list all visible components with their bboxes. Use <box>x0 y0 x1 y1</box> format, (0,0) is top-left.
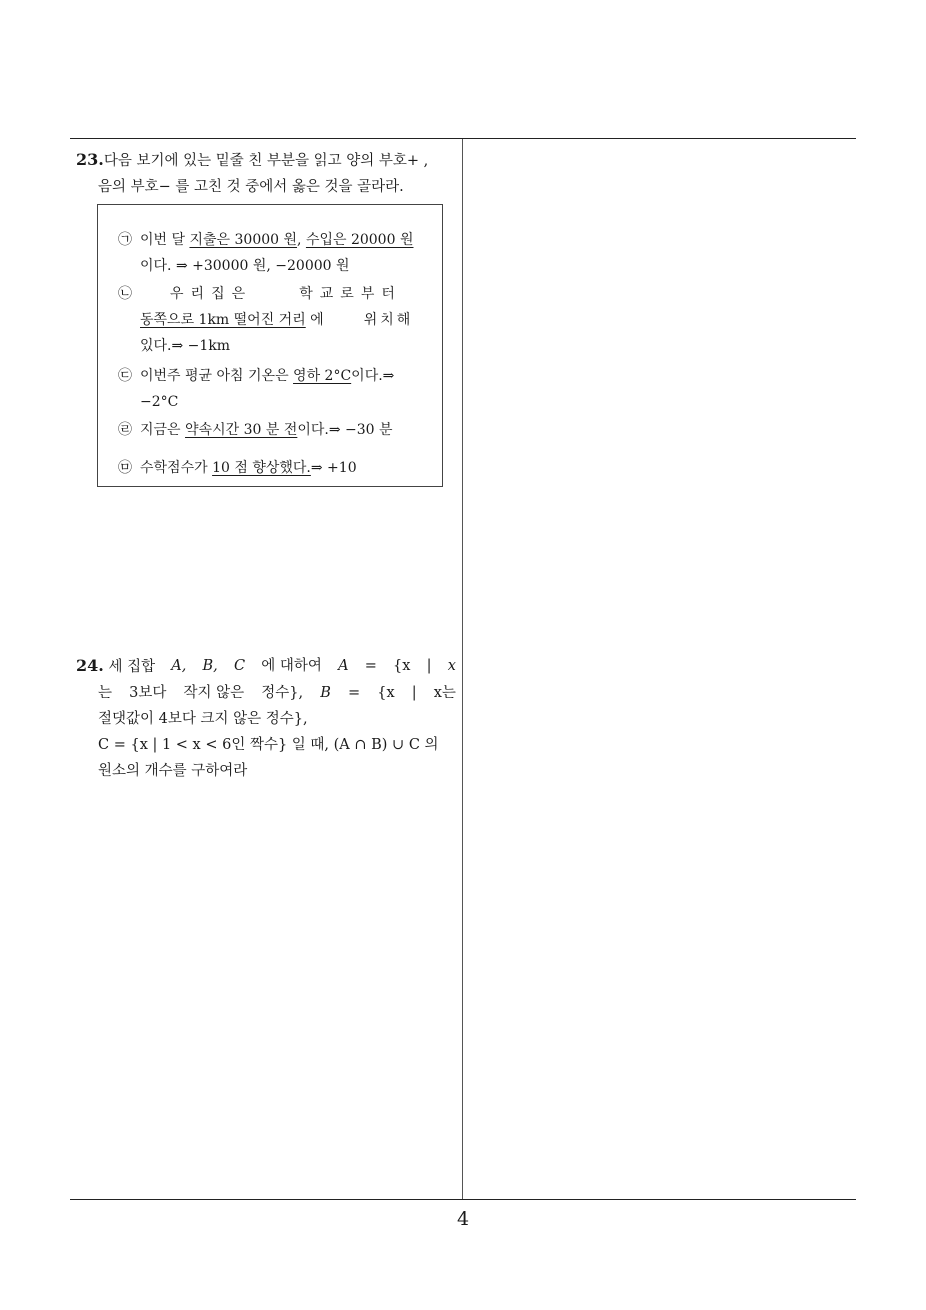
circled-mark: ㉡ <box>118 286 132 302</box>
circled-mark: ㉢ <box>118 368 132 384</box>
circled-mark: ㉠ <box>118 232 132 248</box>
question-23-line2: 음의 부호− 를 고친 것 중에서 옳은 것을 골라라. <box>98 179 404 195</box>
column-divider <box>462 139 463 1200</box>
question-number: 23. <box>76 150 104 169</box>
question-number: 24. <box>76 656 104 675</box>
question-24-line1: 24. 세 집합 A, B, C 에 대하여 A = {x | x <box>76 656 456 675</box>
question-23-line1: 23.다음 보기에 있는 밑줄 친 부분을 읽고 양의 부호+ , <box>76 150 429 169</box>
question-24-line2: 는 3보다 작지 않은 정수}, B = {x | x는 <box>98 685 456 701</box>
circled-mark: ㉤ <box>118 460 132 476</box>
example-box: ㉠ 이번 달 지출은 30000 원, 수입은 20000 원 이다. ⇒ +30000 원, −20000 원 ㉡ 우 리 집 은 학 교 로 부 터 동쪽으로 1km 떨어진 거리 에 위치해 있다.⇒ −1km ㉢ 이번주 평균 아침 기온은 영하 2°C이다.⇒ −2°C ㉣ 지금은 약속시간 30 분 전이다.⇒ −30 분 ㉤ 수학점수가 10 점 향상했다.⇒ +10 <box>97 204 443 487</box>
question-24-line5: 원소의 개수를 구하여라 <box>98 763 248 779</box>
page-number: 4 <box>456 1208 470 1230</box>
circled-mark: ㉣ <box>118 422 132 438</box>
question-24-line3: 절댓값이 4보다 크지 않은 정수}, <box>98 711 308 727</box>
question-23 <box>76 147 456 200</box>
header-rule <box>70 138 856 139</box>
footer-rule <box>70 1199 856 1200</box>
question-24 <box>76 653 456 784</box>
question-24-line4: C = {x | 1 < x < 6인 짝수} 일 때, (A ∩ B) ∪ C 의 <box>98 737 439 753</box>
